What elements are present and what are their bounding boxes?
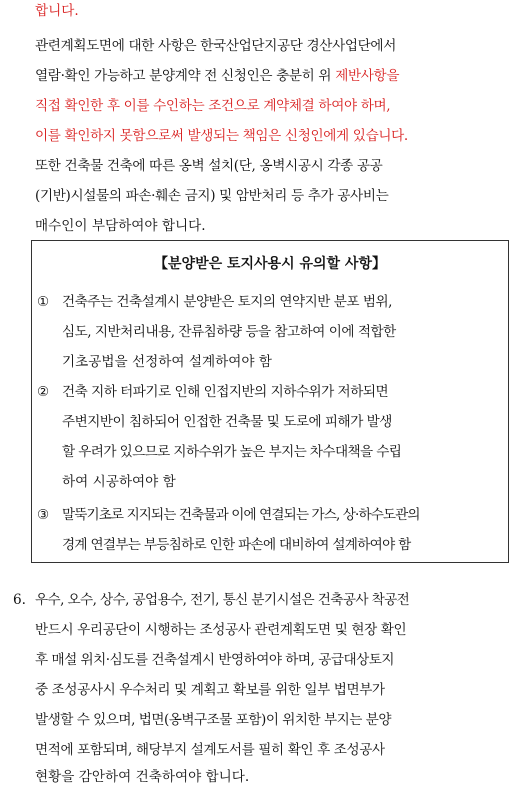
item-6-line3: 후 매설 위치·심도를 건축설계시 반영하여야 하며, 공급대상토지 (35, 652, 394, 668)
notice-item-2-line4: 하여 시공하여야 함 (62, 474, 176, 490)
para2-line1: 또한 건축물 건축에 따른 옹벽 설치(단, 옹벽시공시 각종 공공 (35, 158, 383, 174)
notice-item-3-line1: 말뚝기초로 지지되는 건축물과 이에 연결되는 가스, 상·하수도관의 (62, 507, 420, 523)
para2-line3: 매수인이 부담하여야 합니다. (35, 218, 206, 234)
notice-item-3-number: ③ (37, 507, 50, 523)
item-6-line1: 우수, 오수, 상수, 공업용수, 전기, 통신 분기시설은 건축공사 착공전 (35, 592, 410, 608)
para2-line2: (기반)시설물의 파손·훼손 금지) 및 암반처리 등 추가 공사비는 (35, 188, 389, 204)
item-6-line4: 중 조성공사시 우수처리 및 계획고 확보를 위한 일부 법면부가 (35, 682, 385, 698)
notice-item-2-number: ② (37, 384, 50, 400)
item-6-number: 6. (13, 592, 26, 608)
item-6-line2: 반드시 우리공단이 시행하는 조성공사 관련계획도면 및 현장 확인 (35, 622, 407, 638)
notice-item-1-line3: 기초공법을 선정하여 설계하여야 함 (62, 354, 272, 370)
para1-line2 (35, 67, 399, 85)
intro-fragment: 합니다. (35, 3, 79, 19)
notice-item-1-line2: 심도, 지반처리내용, 잔류침하량 등을 참고하여 이에 적합한 (62, 324, 396, 340)
para1-line1: 관련계획도면에 대한 사항은 한국산업단지공단 경산사업단에서 (35, 38, 396, 54)
notice-item-2-line1: 건축 지하 터파기로 인해 인접지반의 지하수위가 저하되면 (62, 384, 389, 400)
notice-item-2-line3: 할 우려가 있으므로 지하수위가 높은 부지는 차수대책을 수립 (62, 444, 402, 460)
notice-box-title: 【분양받은 토지사용시 유의할 사항】 (154, 256, 386, 272)
notice-item-1-line1: 건축주는 건축설계시 분양받은 토지의 연약지반 분포 범위, (62, 294, 392, 310)
para1-line2-normal: 열람·확인 가능하고 분양계약 전 신청인은 충분히 위 (35, 68, 336, 84)
item-6-line6: 면적에 포함되며, 해당부지 설계도서를 필히 확인 후 조성공사 (35, 742, 385, 758)
notice-item-3-line2: 경계 연결부는 부등침하로 인한 파손에 대비하여 설계하여야 함 (62, 537, 411, 553)
notice-item-1-number: ① (37, 294, 50, 310)
para1-line4-warning: 이를 확인하지 못함으로써 발생되는 책임은 신청인에게 있습니다. (35, 128, 408, 144)
item-6-line7: 현황을 감안하여 건축하여야 합니다. (35, 769, 250, 785)
para1-line3-warning: 직접 확인한 후 이를 수인하는 조건으로 계약체결 하여야 하며, (35, 98, 391, 114)
notice-item-2-line2: 주변지반이 침하되어 인접한 건축물 및 도로에 피해가 발생 (62, 414, 392, 430)
item-6-line5: 발생할 수 있으며, 법면(옹벽구조물 포함)이 위치한 부지는 분양 (35, 712, 391, 728)
para1-line2-warning: 제반사항을 (335, 68, 400, 84)
